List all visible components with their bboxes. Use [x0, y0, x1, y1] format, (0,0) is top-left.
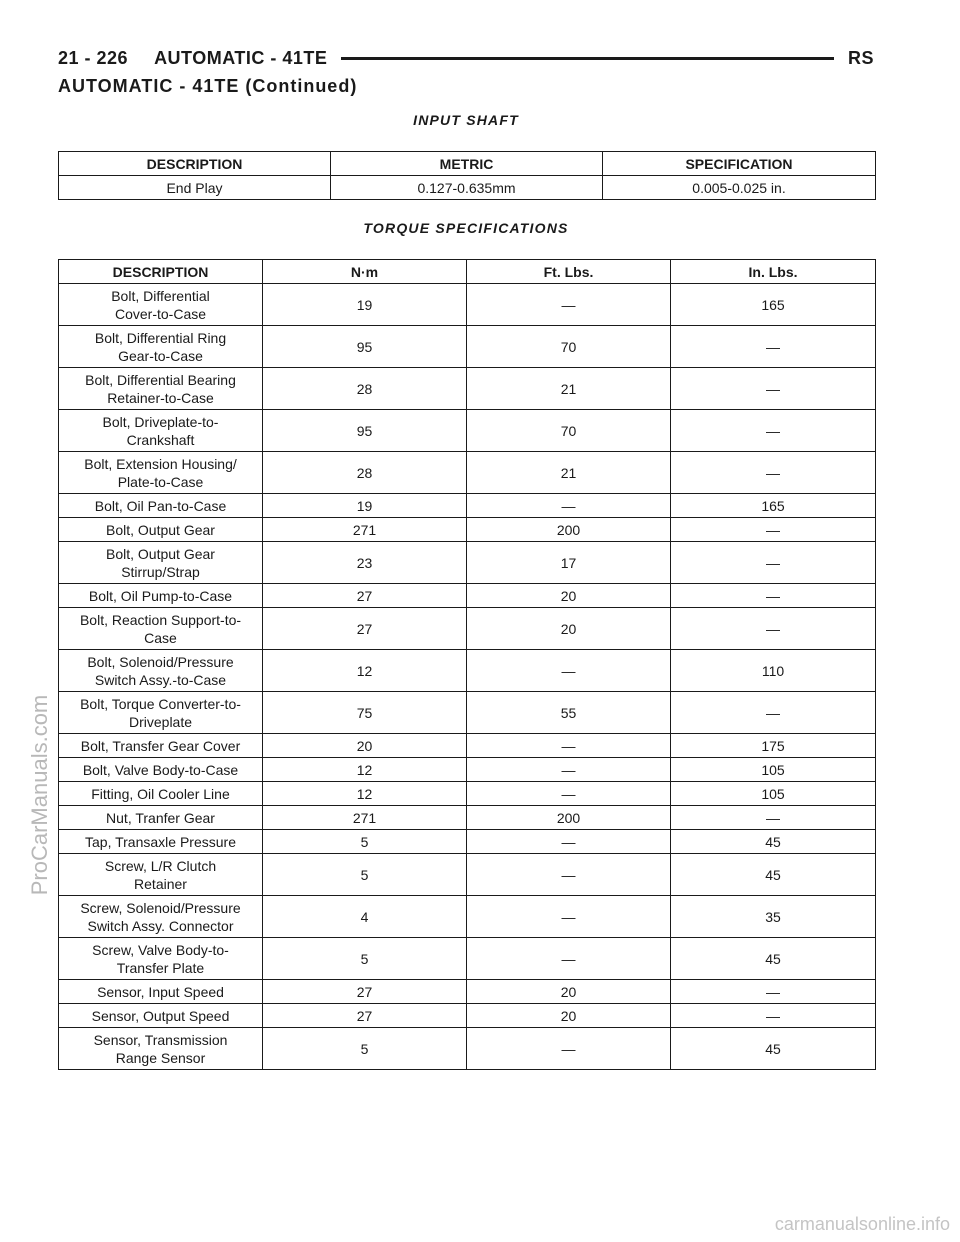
table-row — [59, 980, 876, 1004]
table-cell: — — [671, 410, 876, 452]
table-row — [59, 830, 876, 854]
table-cell: Sensor, Transmission Range Sensor — [59, 1028, 263, 1070]
vehicle-code: RS — [847, 47, 874, 68]
table-cell: 200 — [467, 518, 671, 542]
watermark: ProCarManuals.com — [27, 694, 52, 896]
table-cell: 21 — [467, 452, 671, 494]
table-cell: Bolt, Reaction Support-to- Case — [59, 608, 263, 650]
table-cell: — — [671, 584, 876, 608]
table-cell: Bolt, Output Gear — [59, 518, 263, 542]
table-row — [59, 452, 876, 494]
table-cell: Bolt, Torque Converter-to- Driveplate — [59, 692, 263, 734]
table-cell: Fitting, Oil Cooler Line — [59, 782, 263, 806]
table-row — [59, 1028, 876, 1070]
table-cell: 20 — [467, 980, 671, 1004]
section-name: AUTOMATIC - 41TE — [154, 47, 328, 68]
table-row — [59, 518, 876, 542]
continued-title: AUTOMATIC - 41TE (Continued) — [58, 76, 358, 96]
input-shaft-table — [58, 151, 876, 200]
table-cell: 5 — [263, 1028, 467, 1070]
table-row — [59, 284, 876, 326]
column-header: DESCRIPTION — [59, 152, 331, 176]
table-cell: — — [467, 734, 671, 758]
table-cell: 271 — [263, 518, 467, 542]
input-shaft-title: INPUT SHAFT — [413, 112, 519, 128]
table-cell: — — [671, 518, 876, 542]
table-cell: 4 — [263, 896, 467, 938]
table-row — [59, 368, 876, 410]
table-row — [59, 854, 876, 896]
table-cell: 17 — [467, 542, 671, 584]
table-cell: Bolt, Driveplate-to- Crankshaft — [59, 410, 263, 452]
table-cell: — — [467, 758, 671, 782]
table-cell: Sensor, Input Speed — [59, 980, 263, 1004]
column-header: METRIC — [331, 152, 603, 176]
torque-specifications-title: TORQUE SPECIFICATIONS — [363, 220, 569, 236]
column-header: DESCRIPTION — [59, 260, 263, 284]
table-cell: 23 — [263, 542, 467, 584]
table-cell: 95 — [263, 410, 467, 452]
table-cell: — — [467, 854, 671, 896]
table-cell: 70 — [467, 410, 671, 452]
table-row — [59, 692, 876, 734]
table-row — [59, 584, 876, 608]
table-cell: Tap, Transaxle Pressure — [59, 830, 263, 854]
column-header: SPECIFICATION — [603, 152, 876, 176]
table-header-row — [59, 260, 876, 284]
column-header: In. Lbs. — [671, 260, 876, 284]
table-cell: 110 — [671, 650, 876, 692]
table-cell: Bolt, Extension Housing/ Plate-to-Case — [59, 452, 263, 494]
table-cell: — — [671, 326, 876, 368]
table-cell: Bolt, Differential Bearing Retainer-to-Case — [59, 368, 263, 410]
table-cell: Screw, Solenoid/Pressure Switch Assy. Connector — [59, 896, 263, 938]
table-cell: — — [671, 368, 876, 410]
table-cell: 20 — [263, 734, 467, 758]
table-cell: — — [467, 650, 671, 692]
column-header: N·m — [263, 260, 467, 284]
table-cell: 5 — [263, 938, 467, 980]
table-cell: Bolt, Oil Pan-to-Case — [59, 494, 263, 518]
table-cell: Sensor, Output Speed — [59, 1004, 263, 1028]
table-cell: 21 — [467, 368, 671, 410]
table-row — [59, 806, 876, 830]
torque-specifications-table — [58, 259, 876, 1070]
table-cell: Bolt, Differential Ring Gear-to-Case — [59, 326, 263, 368]
table-cell: — — [671, 452, 876, 494]
table-cell: 20 — [467, 584, 671, 608]
table-cell: 35 — [671, 896, 876, 938]
table-row — [59, 650, 876, 692]
table-cell: Bolt, Differential Cover-to-Case — [59, 284, 263, 326]
table-cell: — — [671, 806, 876, 830]
table-cell: 27 — [263, 608, 467, 650]
table-row — [59, 758, 876, 782]
table-cell: 20 — [467, 608, 671, 650]
table-row — [59, 608, 876, 650]
page-header — [58, 46, 874, 70]
column-header: Ft. Lbs. — [467, 260, 671, 284]
table-cell: — — [671, 608, 876, 650]
table-row — [59, 176, 876, 200]
table-cell: — — [671, 1004, 876, 1028]
table-cell: Bolt, Oil Pump-to-Case — [59, 584, 263, 608]
table-cell: 165 — [671, 494, 876, 518]
footer-watermark: carmanualsonline.info — [774, 1214, 950, 1234]
table-row — [59, 938, 876, 980]
table-row — [59, 542, 876, 584]
table-cell: 45 — [671, 854, 876, 896]
table-header-row — [59, 152, 876, 176]
table-cell: — — [671, 692, 876, 734]
table-cell: Bolt, Transfer Gear Cover — [59, 734, 263, 758]
table-cell: End Play — [59, 176, 331, 200]
table-cell: Bolt, Solenoid/Pressure Switch Assy.-to-Case — [59, 650, 263, 692]
table-row — [59, 782, 876, 806]
table-cell: — — [467, 938, 671, 980]
page-number: 21 - 226 — [58, 47, 129, 68]
table-cell: 271 — [263, 806, 467, 830]
table-cell: — — [467, 284, 671, 326]
table-cell: — — [671, 980, 876, 1004]
table-cell: 45 — [671, 938, 876, 980]
table-row — [59, 734, 876, 758]
table-cell: 20 — [467, 1004, 671, 1028]
table-cell: Screw, Valve Body-to- Transfer Plate — [59, 938, 263, 980]
table-cell: 175 — [671, 734, 876, 758]
table-row — [59, 410, 876, 452]
table-cell: 0.005-0.025 in. — [603, 176, 876, 200]
table-cell: 28 — [263, 452, 467, 494]
table-cell: 12 — [263, 650, 467, 692]
table-cell: 165 — [671, 284, 876, 326]
table-row — [59, 326, 876, 368]
table-cell: — — [467, 494, 671, 518]
table-cell: 95 — [263, 326, 467, 368]
table-cell: 28 — [263, 368, 467, 410]
table-cell: Bolt, Output Gear Stirrup/Strap — [59, 542, 263, 584]
table-cell: Screw, L/R Clutch Retainer — [59, 854, 263, 896]
table-cell: 5 — [263, 830, 467, 854]
table-cell: 0.127-0.635mm — [331, 176, 603, 200]
table-row — [59, 896, 876, 938]
table-cell: 70 — [467, 326, 671, 368]
table-cell: 45 — [671, 830, 876, 854]
table-row — [59, 1004, 876, 1028]
table-cell: 27 — [263, 1004, 467, 1028]
table-row — [59, 494, 876, 518]
table-cell: 19 — [263, 494, 467, 518]
table-cell: 27 — [263, 584, 467, 608]
table-cell: 105 — [671, 758, 876, 782]
table-cell: 55 — [467, 692, 671, 734]
table-cell: 5 — [263, 854, 467, 896]
table-cell: 27 — [263, 980, 467, 1004]
table-cell: Bolt, Valve Body-to-Case — [59, 758, 263, 782]
table-cell: — — [467, 896, 671, 938]
table-cell: — — [467, 1028, 671, 1070]
header-rule — [341, 57, 834, 60]
table-cell: 200 — [467, 806, 671, 830]
table-cell: Nut, Tranfer Gear — [59, 806, 263, 830]
table-cell: — — [467, 782, 671, 806]
table-cell: — — [467, 830, 671, 854]
table-cell: 45 — [671, 1028, 876, 1070]
table-cell: 19 — [263, 284, 467, 326]
table-cell: — — [671, 542, 876, 584]
table-cell: 105 — [671, 782, 876, 806]
table-cell: 12 — [263, 758, 467, 782]
table-cell: 75 — [263, 692, 467, 734]
table-cell: 12 — [263, 782, 467, 806]
